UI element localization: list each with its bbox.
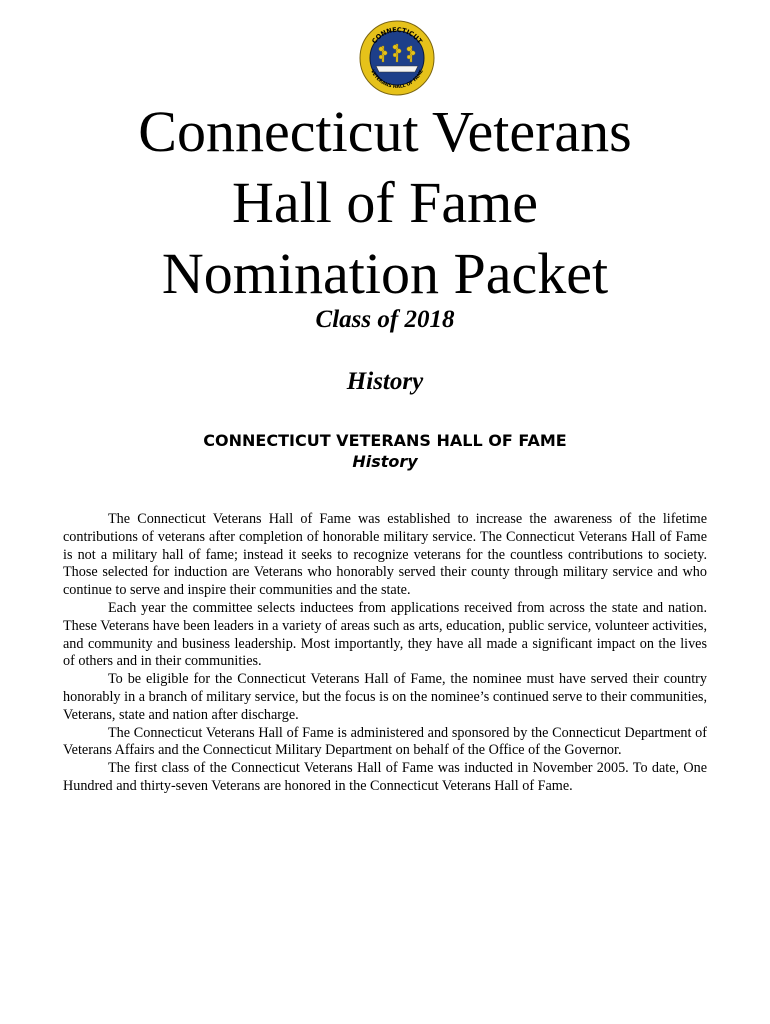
paragraph: The Connecticut Veterans Hall of Fame is administered and sponsored by the Connecticut Department of Veterans Affairs and the Connecticut Military Department on behalf of the Office of the Governor. bbox=[63, 724, 707, 759]
paragraph: Each year the committee selects inductees from applications received from across the state and nation. These Veterans have been leaders in a variety of areas such as arts, education, public service, volunteer activities, and community and business leadership. Most importantly, they have all made a significant impact on the lives of others and in their communities. bbox=[63, 599, 707, 670]
title-line-3: Nomination Packet bbox=[161, 241, 609, 306]
paragraph: To be eligible for the Connecticut Veterans Hall of Fame, the nominee must have served their country honorably in a branch of military service, but the focus is on the nominee’s continued serve to their communities, Veterans, state and nation after discharge. bbox=[63, 671, 707, 723]
history-heading: History bbox=[346, 368, 424, 395]
section-heading bbox=[0, 430, 770, 472]
title-line-2: Hall of Fame bbox=[231, 170, 539, 235]
document-title bbox=[0, 96, 770, 309]
title-line-1: Connecticut Veterans bbox=[138, 99, 632, 164]
section-heading-title: CONNECTICUT VETERANS HALL OF FAME bbox=[203, 431, 567, 450]
veterans-hall-of-fame-seal bbox=[359, 20, 435, 96]
paragraph: The first class of the Connecticut Veterans Hall of Fame was inducted in November 2005. To date, One Hundred and thirty-seven Veterans are honored in the Connecticut Veterans Hall of Fame. bbox=[63, 760, 707, 794]
history-body bbox=[63, 511, 707, 796]
seal-text-top: CONNECTICUT bbox=[370, 25, 424, 46]
paragraph: The Connecticut Veterans Hall of Fame was established to increase the awareness of the lifetime contributions of veterans after completion of honorable military service. The Connecticut Veterans Hall of Fame is not a military hall of fame; instead it seeks to recognize veterans for the countless contributions to society. Those selected for induction are Veterans who honorably served their county through military service and who continue to serve and inspire their communities and the state. bbox=[63, 511, 707, 599]
section-heading-subtitle: History bbox=[352, 452, 418, 471]
class-year-subtitle: Class of 2018 bbox=[315, 306, 455, 333]
seal-text-bottom: VETERANS HALL OF FAME bbox=[369, 69, 425, 91]
